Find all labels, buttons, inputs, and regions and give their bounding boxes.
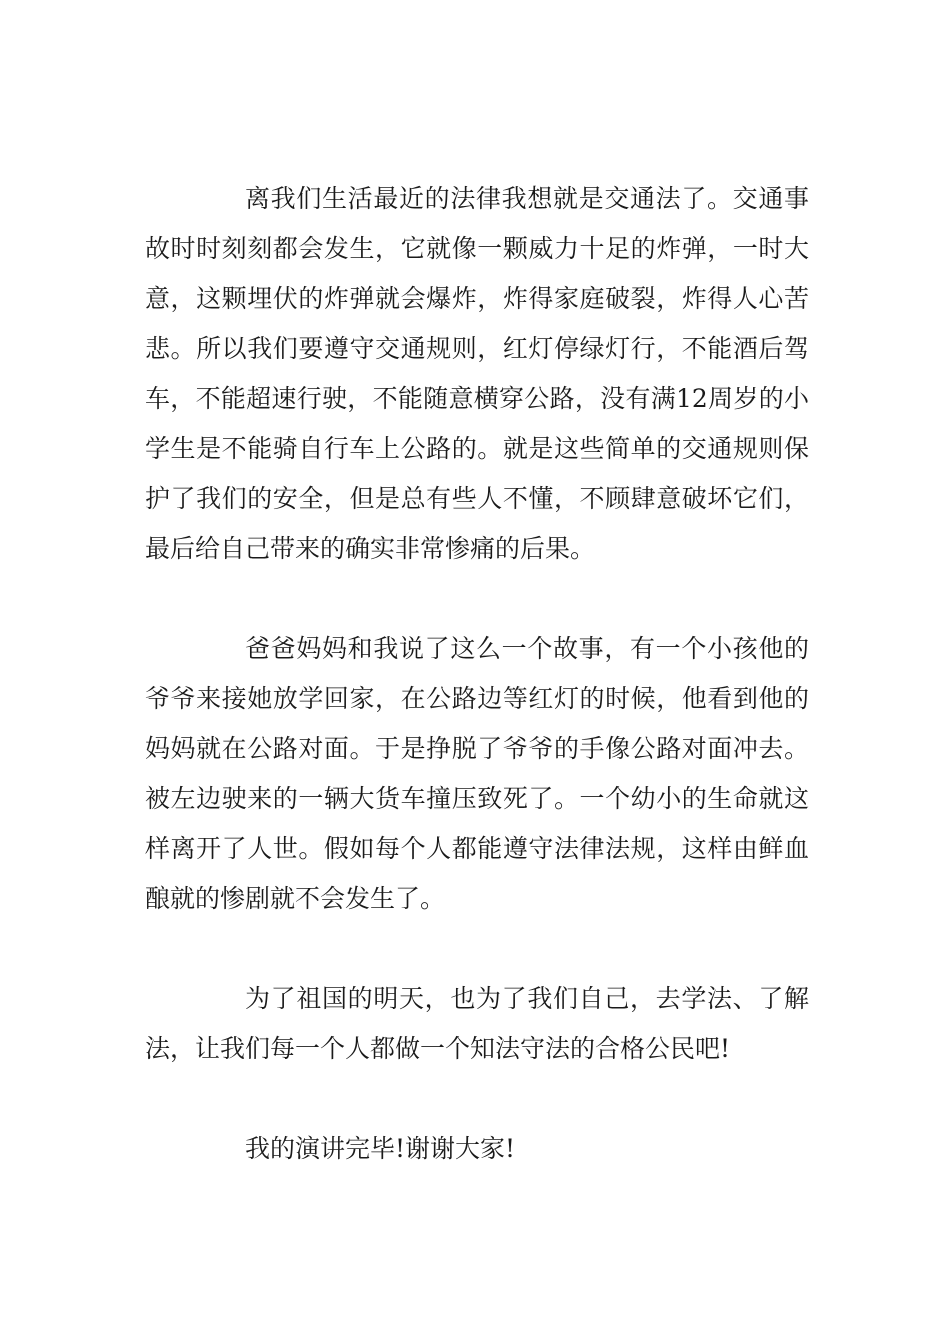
paragraph-story: 爸爸妈妈和我说了这么一个故事，有一个小孩他的爷爷来接她放学回家，在公路边等红灯的时候，他看到他的妈妈就在公路对面。于是挣脱了爷爷的手像公路对面冲去。被左边驶来的一辆大货车撞压致死了。一个幼小的生命就这样离开了人世。假如每个人都能遵守法律法规，这样由鲜血酿就的惨剧就不会发生了。 (145, 634, 809, 913)
paragraph-call-to-action: 为了祖国的明天，也为了我们自己，去学法、了解法，让我们每一个人都做一个知法守法的合格公民吧! (145, 984, 809, 1063)
paragraph-closing: 我的演讲完毕!谢谢大家! (245, 1134, 516, 1163)
speech-body (145, 174, 809, 1174)
paragraph-traffic-law: 离我们生活最近的法律我想就是交通法了。交通事故时时刻刻都会发生，它就像一颗威力十足的炸弹，一时大意，这颗埋伏的炸弹就会爆炸，炸得家庭破裂，炸得人心苦悲。所以我们要遵守交通规则，红灯停绿灯行，不能酒后驾车，不能超速行驶，不能随意横穿公路，没有满12周岁的小学生是不能骑自行车上公路的。就是这些简单的交通规则保护了我们的安全，但是总有些人不懂，不顾肆意破坏它们，最后给自己带来的确实非常惨痛的后果。 (145, 184, 809, 563)
